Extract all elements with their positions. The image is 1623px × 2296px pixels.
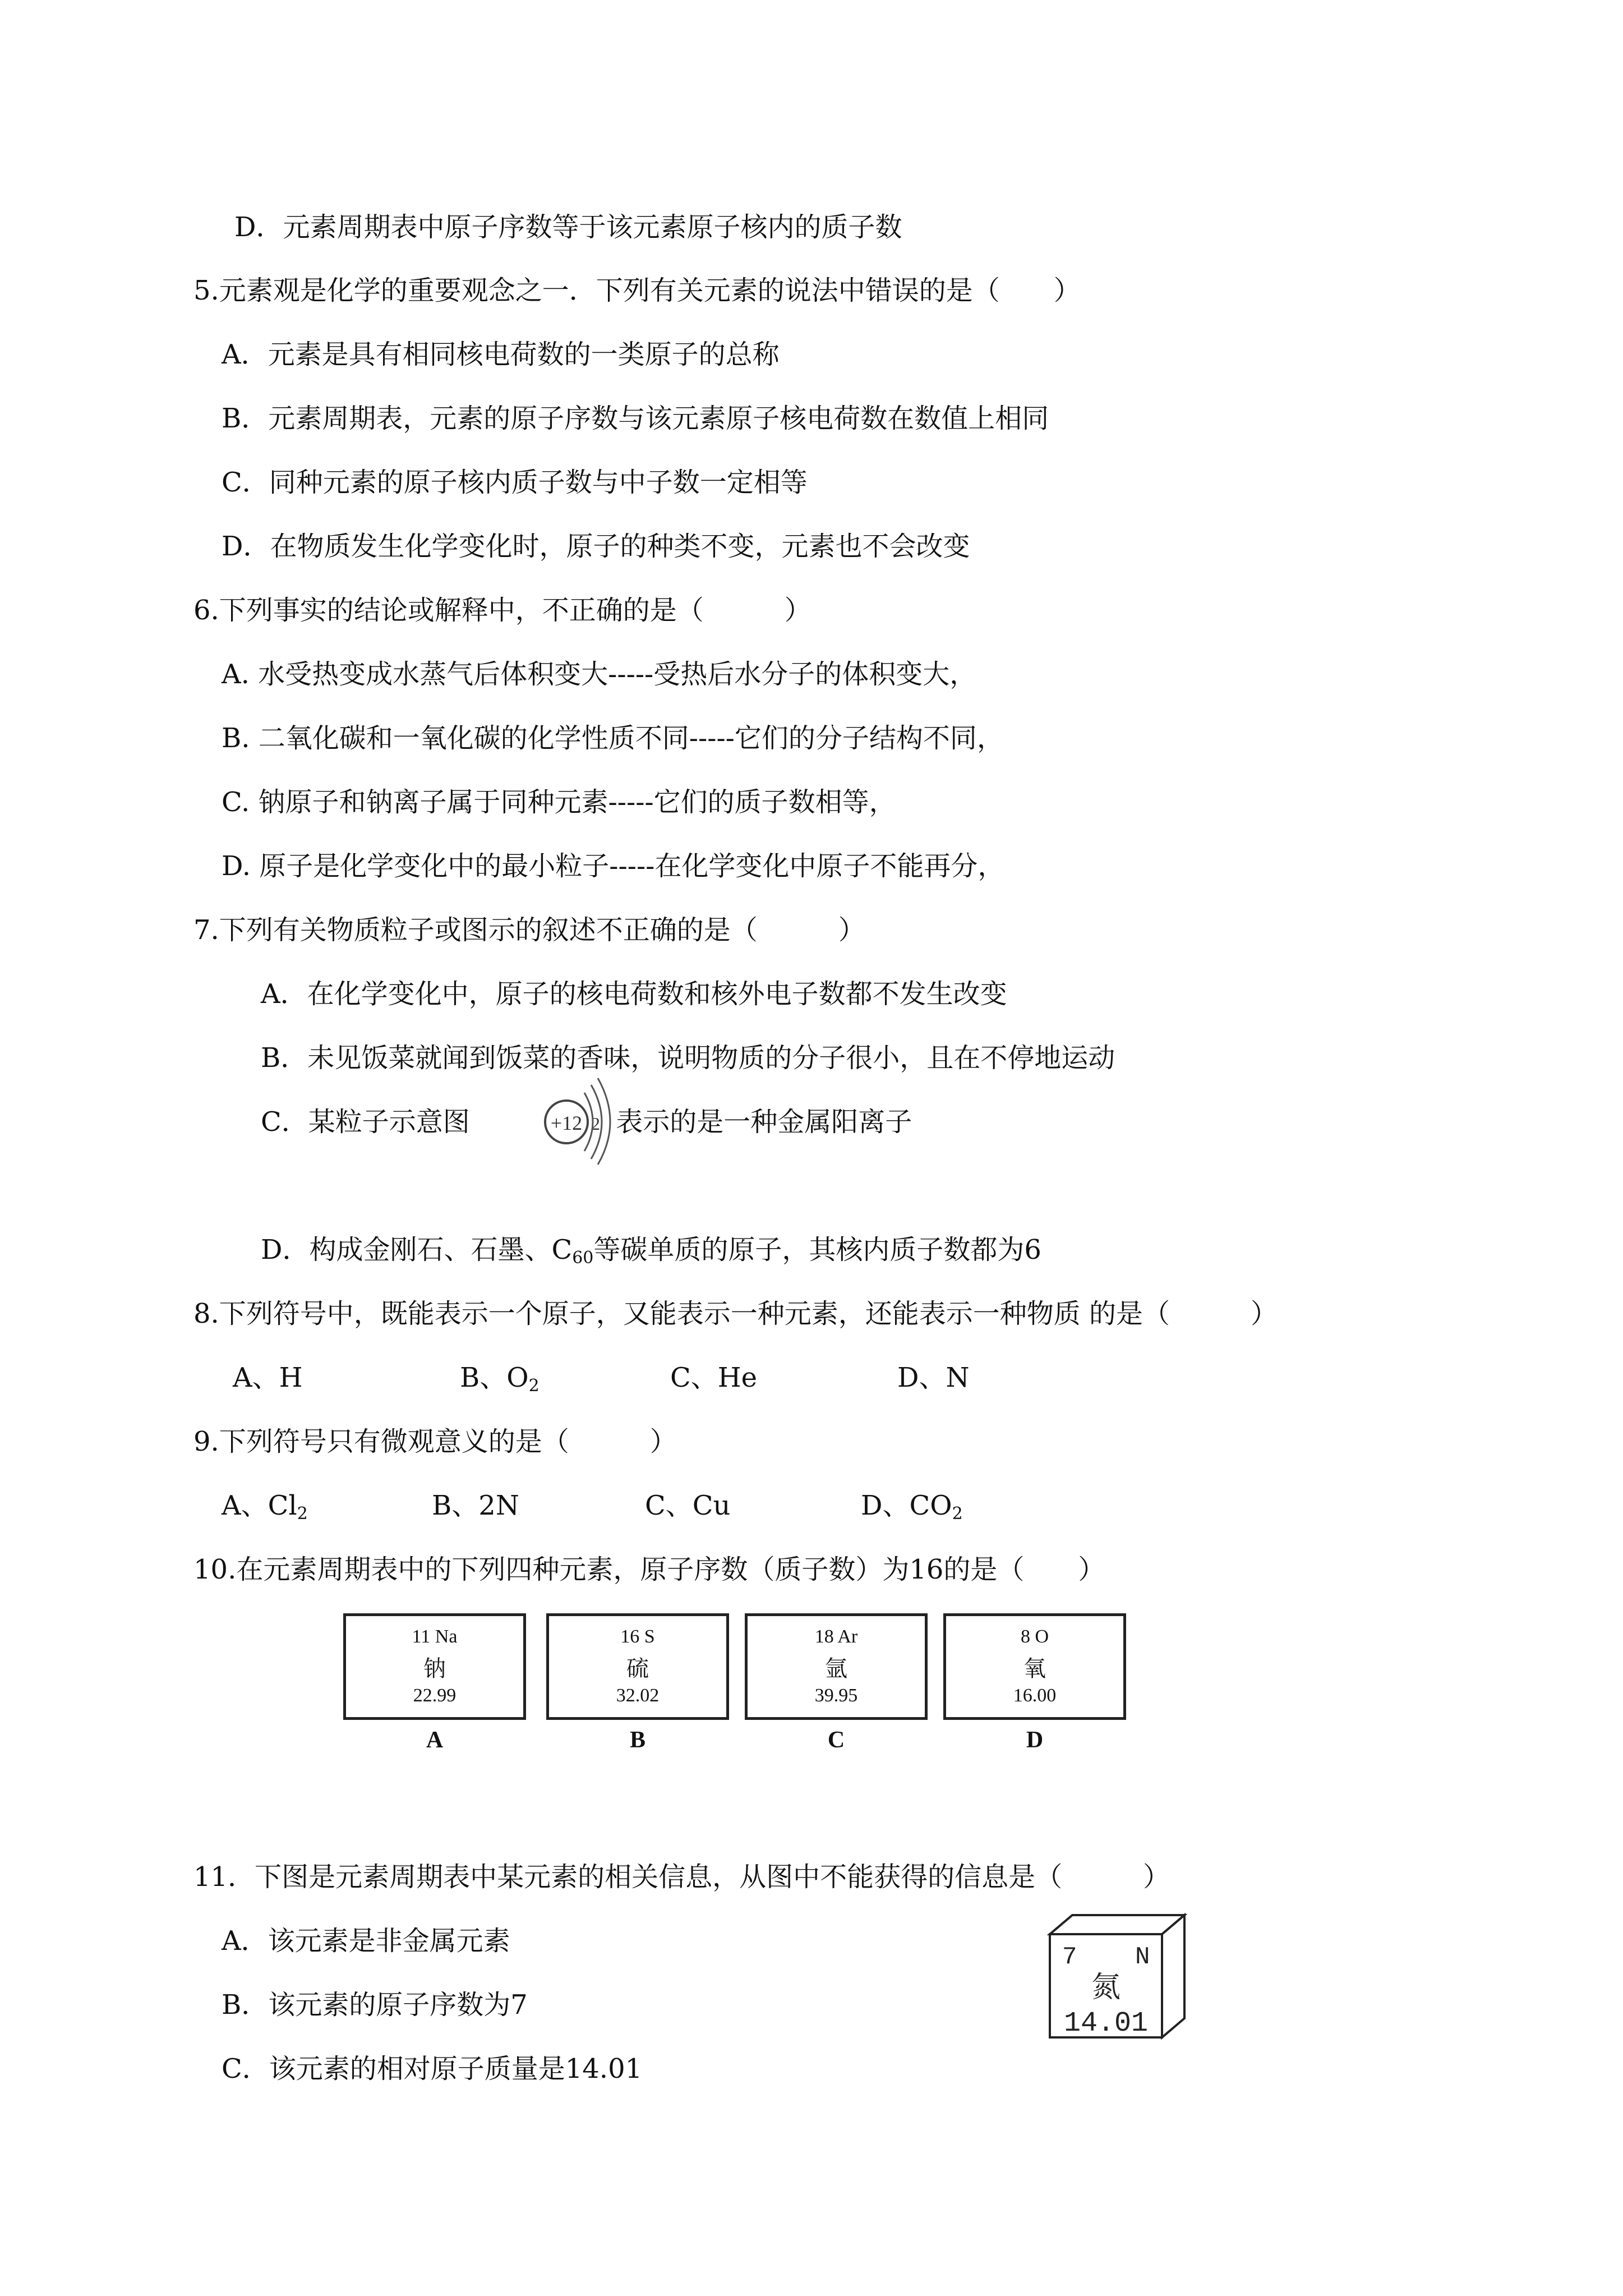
box-atomic-number: 7 <box>1062 1943 1077 1971</box>
q4-option-d: D．元素周期表中原子序数等于该元素原子核内的质子数 <box>234 211 902 243</box>
box-name: 氮 <box>1091 1971 1121 2004</box>
cell-label-a: A <box>426 1727 444 1753</box>
q6-option-d: D. 原子是化学变化中的最小粒子-----在化学变化中原子不能再分， <box>222 850 1005 882</box>
q9-option-d: D、$CO_2$ <box>861 1490 963 1524</box>
q8-stem: 8.下列符号中，既能表示一个原子，又能表示一种元素，还能表示一种物质 的是（ ） <box>193 1298 1278 1329</box>
element-cell-a: 11 Na 钠 22.99 <box>343 1613 526 1720</box>
q5-option-d: D．在物质发生化学变化时，原子的种类不变，元素也不会改变 <box>222 531 970 562</box>
nitrogen-element-box <box>1044 1912 1190 2041</box>
q9-option-c: C、Cu <box>645 1490 731 1521</box>
nucleus-charge: +12 <box>550 1112 583 1134</box>
q7-option-a: A．在化学变化中，原子的核电荷数和核外电子数都不发生改变 <box>261 978 1007 1010</box>
q5-stem: 5.元素观是化学的重要观念之一．下列有关元素的说法中错误的是（ ） <box>193 275 1081 306</box>
q5-option-c: C．同种元素的原子核内质子数与中子数一定相等 <box>222 467 808 498</box>
element-cell-c: 18 Ar 氩 39.95 <box>745 1613 928 1720</box>
q8-option-c: C、He <box>670 1362 757 1393</box>
q7-option-c-pre: C．某粒子示意图 <box>261 1106 470 1138</box>
q6-option-b: B. 二氧化碳和一氧化碳的化学性质不同-----它们的分子结构不同， <box>222 723 1004 754</box>
q8-option-b: B、$O_2$ <box>460 1362 540 1396</box>
box-mass: 14.01 <box>1063 2008 1149 2040</box>
cell-label-d: D <box>1026 1727 1044 1753</box>
q7-option-c-post: 表示的是一种金属阳离子 <box>616 1106 912 1138</box>
q8-option-a: A、H <box>233 1362 303 1393</box>
q5-option-a: A．元素是具有相同核电荷数的一类原子的总称 <box>222 339 780 370</box>
q7-option-d-pre: D．构成金刚石、石墨、C <box>261 1234 573 1266</box>
q9-option-a: A、$Cl_2$ <box>222 1490 308 1524</box>
shell-electrons: 2 <box>591 1114 600 1134</box>
q9-stem: 9.下列符号只有微观意义的是（ ） <box>193 1426 677 1457</box>
q6-option-a: A. 水受热变成水蒸气后体积变大-----受热后水分子的体积变大， <box>222 659 977 690</box>
q9-option-b: B、2N <box>432 1490 519 1521</box>
q11-stem: 11．下图是元素周期表中某元素的相关信息，从图中不能获得的信息是（ ） <box>193 1861 1170 1893</box>
cell-label-b: B <box>629 1727 645 1753</box>
q6-stem: 6.下列事实的结论或解释中，不正确的是（ ） <box>193 595 811 626</box>
element-cell-b: 16 S 硫 32.02 <box>546 1613 729 1720</box>
box-symbol: N <box>1135 1943 1150 1971</box>
atom-structure-diagram <box>533 1076 617 1166</box>
element-cell-d: 8 O 氧 16.00 <box>943 1613 1126 1720</box>
q7-option-d-post: 等碳单质的原子，其核内质子数都为6 <box>593 1234 1041 1266</box>
periodic-cells <box>343 1613 1145 1754</box>
q11-option-b: B．该元素的原子序数为7 <box>222 1989 528 2021</box>
q7-option-d <box>261 1233 1041 1275</box>
q11-option-a: A．该元素是非金属元素 <box>222 1925 510 1957</box>
q7-option-b: B．未见饭菜就闻到饭菜的香味，说明物质的分子很小，且在不停地运动 <box>261 1042 1115 1074</box>
q10-stem: 10.在元素周期表中的下列四种元素，原子序数（质子数）为16的是（ ） <box>193 1554 1105 1585</box>
q7-option-d-sub: 60 <box>572 1248 594 1268</box>
q7-stem: 7.下列有关物质粒子或图示的叙述不正确的是（ ） <box>193 914 865 946</box>
q11-option-c: C．该元素的相对原子质量是14.01 <box>222 2053 643 2085</box>
q8-option-d: D、N <box>897 1362 970 1393</box>
cell-label-c: C <box>827 1727 845 1753</box>
q5-option-b: B．元素周期表，元素的原子序数与该元素原子核电荷数在数值上相同 <box>222 403 1049 434</box>
q6-option-c: C. 钠原子和钠离子属于同种元素-----它们的质子数相等， <box>222 786 896 818</box>
